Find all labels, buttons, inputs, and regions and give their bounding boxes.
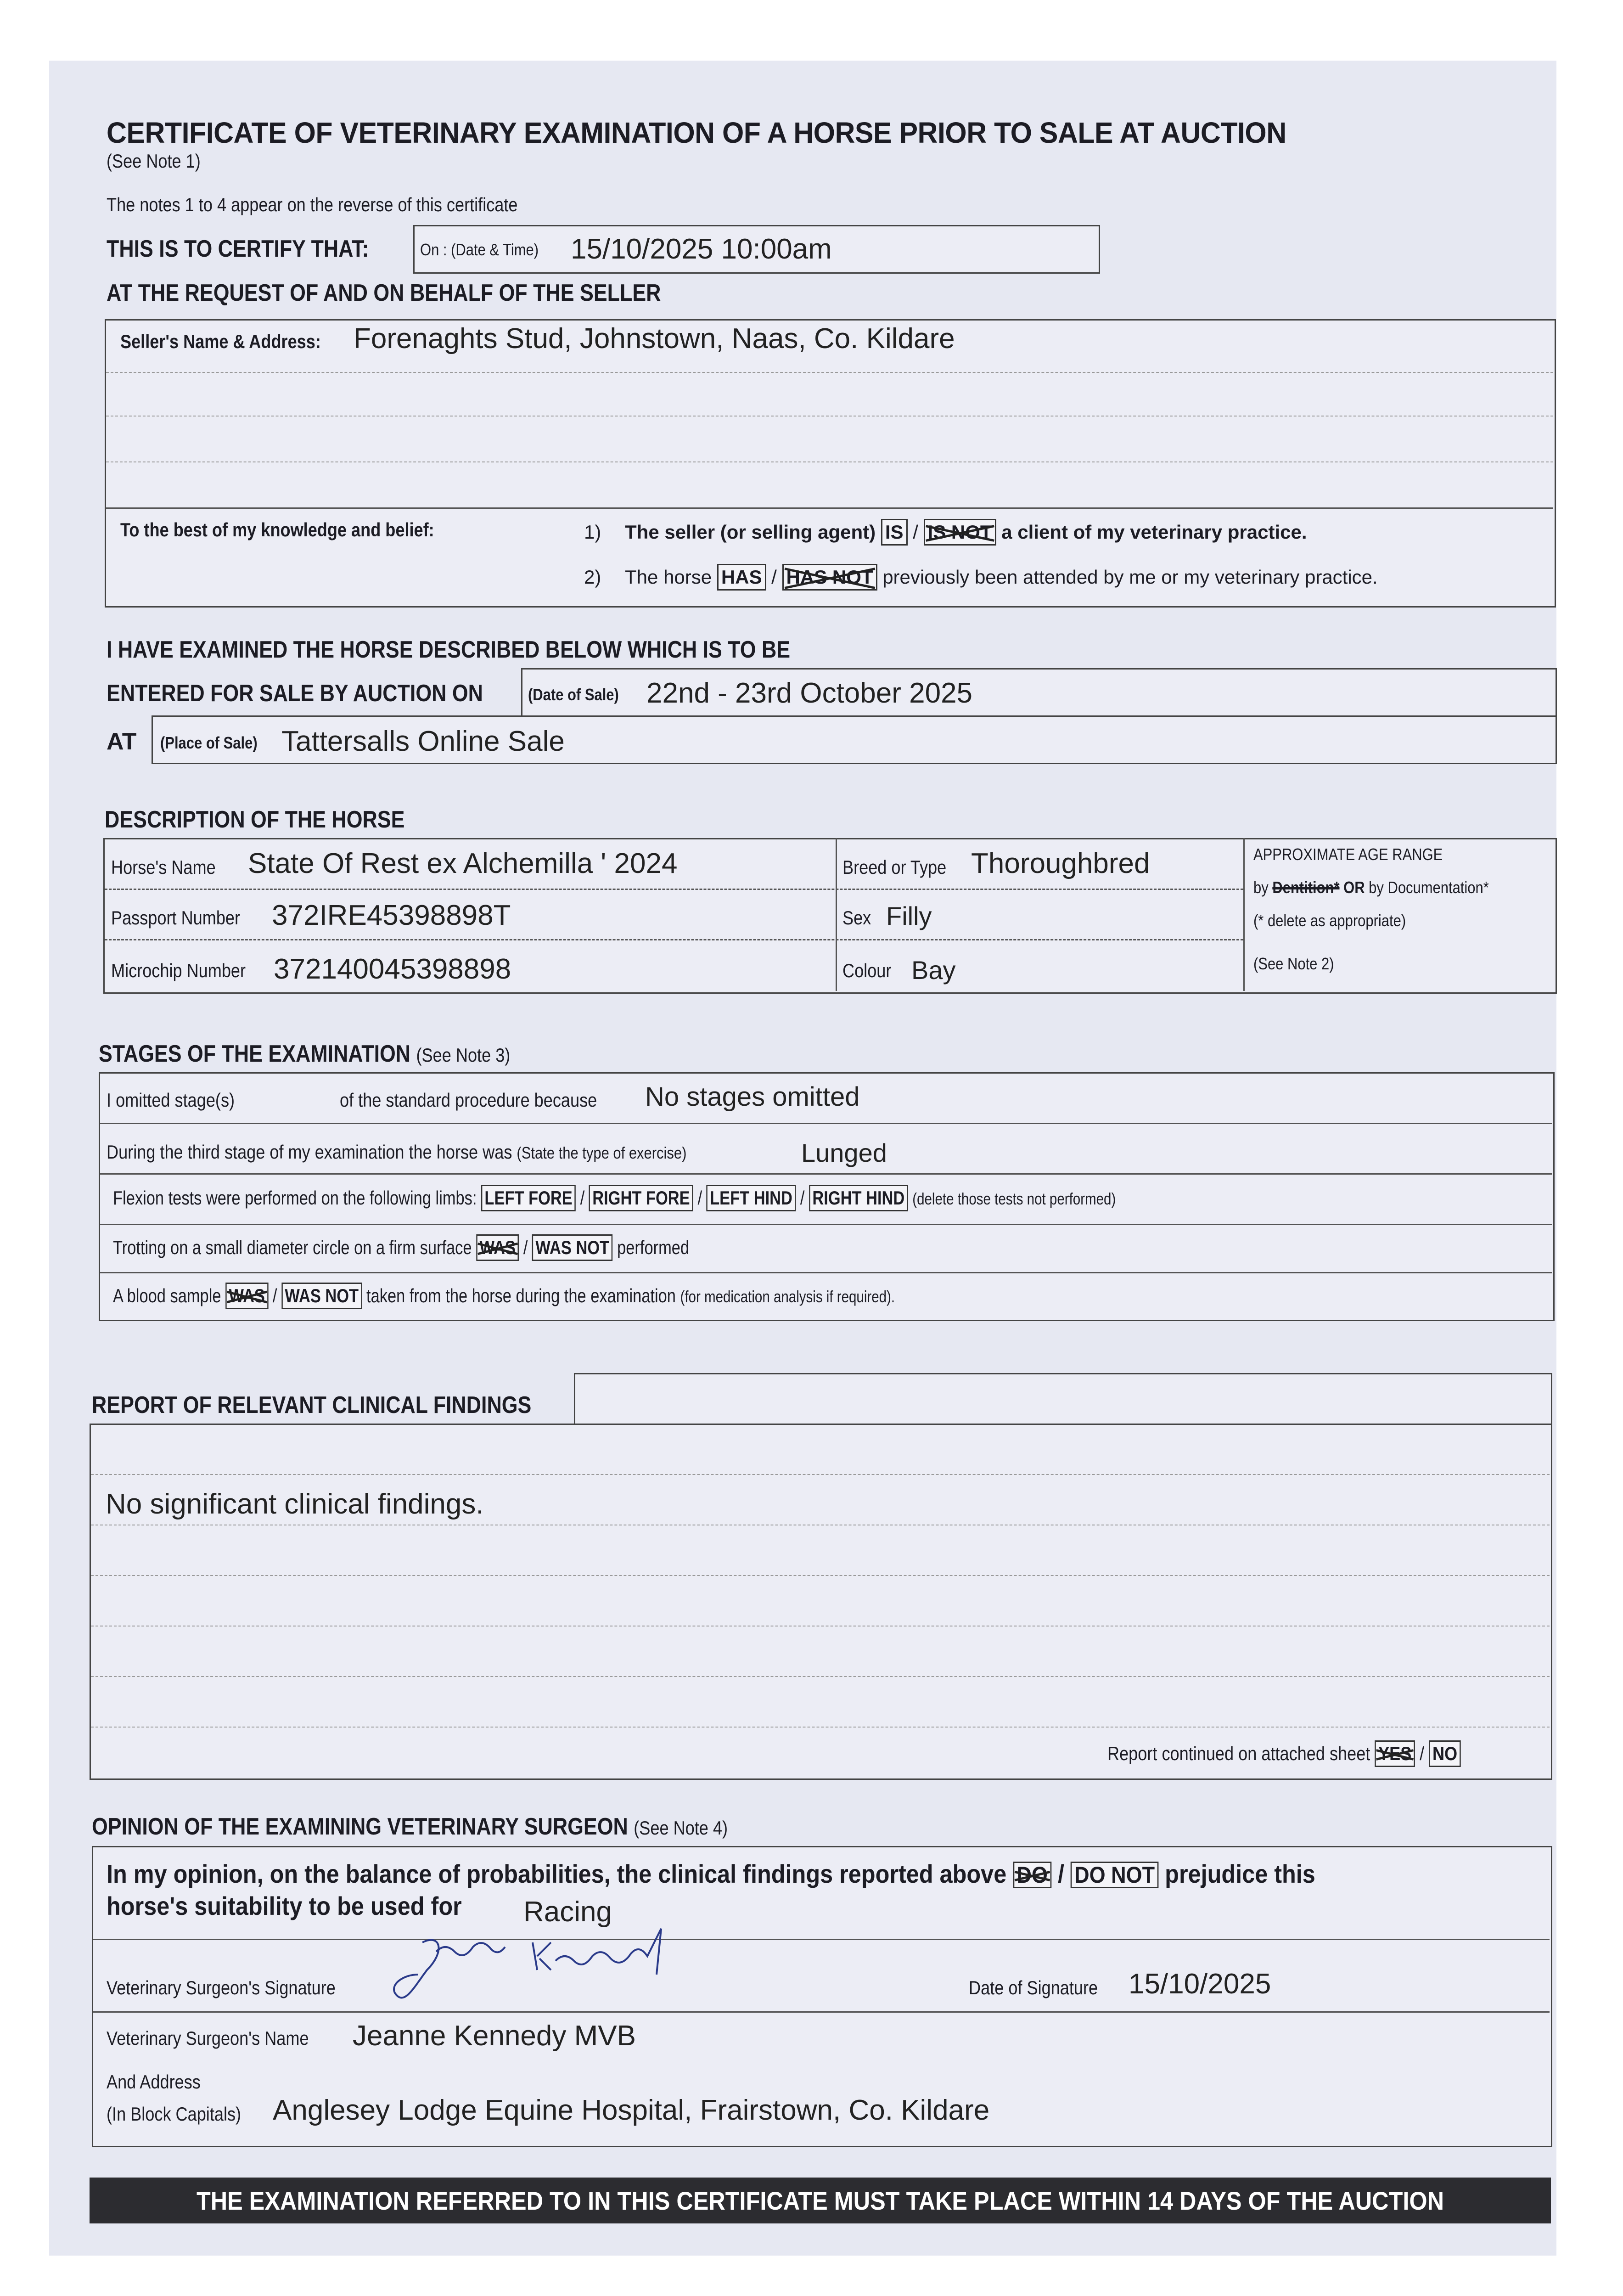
opinion-note: (See Note 4) bbox=[634, 1817, 728, 1839]
blood-tail: taken from the horse during the examination bbox=[366, 1285, 676, 1306]
date-time-field[interactable] bbox=[413, 225, 1100, 274]
age-see-note: (See Note 2) bbox=[1253, 954, 1334, 973]
microchip-value[interactable]: 372140045398898 bbox=[274, 953, 511, 985]
desc-row-divider-2 bbox=[105, 939, 1243, 940]
certify-label: THIS IS TO CERTIFY THAT: bbox=[107, 236, 369, 262]
has-not-option[interactable]: HAS NOT bbox=[782, 564, 877, 591]
flexion-row bbox=[113, 1185, 1336, 1211]
sex-value[interactable]: Filly bbox=[886, 901, 932, 930]
has-option[interactable]: HAS bbox=[717, 564, 766, 591]
surgeon-name-label: Veterinary Surgeon's Name bbox=[107, 2027, 309, 2049]
seller-line-3 bbox=[106, 461, 1553, 462]
slash: / bbox=[913, 521, 918, 543]
report-line-3 bbox=[91, 1575, 1550, 1576]
opinion-divider-2 bbox=[93, 2011, 1550, 2013]
signature-image bbox=[386, 1924, 680, 2016]
slash: / bbox=[697, 1187, 702, 1209]
trotting-tail: performed bbox=[617, 1237, 690, 1258]
right-fore-option[interactable]: RIGHT FORE bbox=[589, 1185, 693, 1211]
examined-line: I HAVE EXAMINED THE HORSE DESCRIBED BELOW WHICH IS TO BE bbox=[107, 636, 791, 663]
footer-banner: THE EXAMINATION REFERRED TO IN THIS CERTIFICATE MUST TAKE PLACE WITHIN 14 DAYS OF THE AUCTION bbox=[90, 2178, 1551, 2223]
address-label-2: (In Block Capitals) bbox=[107, 2103, 241, 2125]
continued-yes-option[interactable]: YES bbox=[1375, 1740, 1415, 1767]
notes-line: The notes 1 to 4 appear on the reverse of this certificate bbox=[107, 194, 518, 215]
request-line: AT THE REQUEST OF AND ON BEHALF OF THE SELLER bbox=[107, 280, 661, 306]
trotting-row bbox=[113, 1234, 816, 1261]
age-or: OR bbox=[1343, 878, 1365, 897]
microchip-label: Microchip Number bbox=[111, 960, 246, 981]
continued-row bbox=[1107, 1740, 1518, 1767]
colour-value[interactable]: Bay bbox=[911, 956, 956, 985]
slash: / bbox=[272, 1285, 277, 1306]
item-2-tail: previously been attended by me or my veterinary practice. bbox=[882, 566, 1378, 588]
continued-no-option[interactable]: NO bbox=[1429, 1740, 1461, 1767]
blood-was-not-option[interactable]: WAS NOT bbox=[281, 1283, 362, 1309]
breed-label: Breed or Type bbox=[842, 856, 947, 878]
breed-value[interactable]: Thoroughbred bbox=[971, 848, 1150, 879]
place-of-sale-field[interactable] bbox=[152, 715, 1557, 764]
stages-row-2 bbox=[100, 1173, 1552, 1175]
opinion-heading: OPINION OF THE EXAMINING VETERINARY SURGEON (See Note 4) bbox=[92, 1813, 728, 1840]
opinion-text-3: horse's suitability to be used for bbox=[107, 1891, 462, 1920]
knowledge-label: To the best of my knowledge and belief: bbox=[120, 519, 434, 540]
item-1-number: 1) bbox=[584, 521, 601, 543]
flexion-label: Flexion tests were performed on the following limbs: bbox=[113, 1187, 477, 1209]
passport-value[interactable]: 372IRE45398898T bbox=[272, 900, 511, 931]
address-value[interactable]: Anglesey Lodge Equine Hospital, Frairstown, Co. Kildare bbox=[273, 2094, 990, 2126]
place-of-sale-value: Tattersalls Online Sale bbox=[281, 726, 565, 757]
age-dentition[interactable]: Dentition* bbox=[1272, 878, 1340, 897]
omitted-value[interactable]: No stages omitted bbox=[645, 1082, 860, 1112]
place-of-sale-label: (Place of Sale) bbox=[160, 733, 258, 752]
blood-row bbox=[113, 1283, 1067, 1309]
item-1-tail: a client of my veterinary practice. bbox=[1001, 521, 1307, 543]
certificate-title: CERTIFICATE OF VETERINARY EXAMINATION OF A HORSE PRIOR TO SALE AT AUCTION bbox=[107, 116, 1286, 149]
item-2-number: 2) bbox=[584, 566, 601, 588]
blood-note: (for medication analysis if required). bbox=[680, 1287, 895, 1306]
opinion-line-2 bbox=[107, 1891, 501, 1921]
entered-line: ENTERED FOR SALE BY AUCTION ON bbox=[107, 680, 483, 707]
stages-row-4 bbox=[100, 1272, 1552, 1273]
knowledge-item-1 bbox=[584, 519, 1307, 546]
age-documentation[interactable]: by Documentation* bbox=[1369, 878, 1489, 897]
on-date-time-label: On : (Date & Time) bbox=[420, 240, 539, 259]
seller-line-1 bbox=[106, 372, 1553, 373]
description-heading: DESCRIPTION OF THE HORSE bbox=[105, 806, 405, 833]
date-time-value: 15/10/2025 10:00am bbox=[571, 233, 832, 265]
flexion-note: (delete those tests not performed) bbox=[912, 1189, 1116, 1208]
opinion-line-1 bbox=[107, 1859, 1449, 1889]
right-hind-option[interactable]: RIGHT HIND bbox=[809, 1185, 908, 1211]
desc-row-divider-1 bbox=[105, 889, 1243, 890]
third-stage-label: During the third stage of my examination the horse was (State the type of exercise) bbox=[107, 1141, 687, 1163]
desc-col-divider-2 bbox=[1243, 838, 1245, 991]
third-stage-note: (State the type of exercise) bbox=[517, 1143, 687, 1162]
at-label: AT bbox=[107, 728, 137, 755]
do-option[interactable]: DO bbox=[1013, 1862, 1051, 1888]
left-hind-option[interactable]: LEFT HIND bbox=[707, 1185, 796, 1211]
is-not-option[interactable]: IS NOT bbox=[924, 519, 996, 546]
date-of-sale-label: (Date of Sale) bbox=[528, 685, 619, 704]
item-1-text: The seller (or selling agent) bbox=[625, 521, 876, 543]
desc-col-divider-1 bbox=[836, 838, 837, 991]
date-of-signature-label: Date of Signature bbox=[969, 1977, 1098, 1998]
left-fore-option[interactable]: LEFT FORE bbox=[481, 1185, 576, 1211]
slash: / bbox=[771, 566, 777, 588]
stages-row-1 bbox=[100, 1123, 1552, 1124]
trot-was-option[interactable]: WAS bbox=[476, 1234, 519, 1261]
do-not-option[interactable]: DO NOT bbox=[1071, 1862, 1158, 1888]
trot-was-not-option[interactable]: WAS NOT bbox=[532, 1234, 612, 1261]
stages-row-3 bbox=[100, 1224, 1552, 1225]
date-of-sale-field[interactable] bbox=[521, 668, 1557, 717]
blood-label: A blood sample bbox=[113, 1285, 221, 1306]
report-line-1 bbox=[91, 1474, 1550, 1475]
seller-label: Seller's Name & Address: bbox=[120, 331, 321, 352]
age-heading: APPROXIMATE AGE RANGE bbox=[1253, 845, 1443, 864]
date-of-signature-value[interactable]: 15/10/2025 bbox=[1129, 1968, 1271, 2000]
blood-was-option[interactable]: WAS bbox=[225, 1283, 268, 1309]
age-by: by bbox=[1253, 878, 1269, 897]
is-option[interactable]: IS bbox=[881, 519, 908, 546]
third-stage-value[interactable]: Lunged bbox=[801, 1138, 887, 1167]
date-of-sale-value: 22nd - 23rd October 2025 bbox=[646, 677, 973, 709]
opinion-divider-1 bbox=[93, 1939, 1550, 1940]
slash: / bbox=[523, 1237, 528, 1258]
slash: / bbox=[1420, 1743, 1425, 1764]
colour-label: Colour bbox=[842, 960, 892, 981]
clinical-finding: No significant clinical findings. bbox=[106, 1488, 484, 1520]
age-delete-note: (* delete as appropriate) bbox=[1253, 911, 1406, 930]
see-note-1: (See Note 1) bbox=[107, 150, 201, 172]
passport-label: Passport Number bbox=[111, 907, 241, 929]
opinion-text-2: prejudice this bbox=[1165, 1859, 1315, 1888]
report-heading-box bbox=[574, 1373, 1552, 1426]
horse-name-label: Horse's Name bbox=[111, 856, 216, 878]
omitted-label: I omitted stage(s) bbox=[107, 1089, 235, 1111]
item-2-text: The horse bbox=[625, 566, 712, 588]
signature-label: Veterinary Surgeon's Signature bbox=[107, 1977, 336, 1998]
continued-label: Report continued on attached sheet bbox=[1107, 1743, 1370, 1764]
trotting-label: Trotting on a small diameter circle on a firm surface bbox=[113, 1237, 472, 1258]
report-line-6 bbox=[91, 1727, 1550, 1728]
report-line-5 bbox=[91, 1676, 1550, 1677]
opinion-text-1: In my opinion, on the balance of probabilities, the clinical findings reported above bbox=[107, 1859, 1007, 1888]
sex-label: Sex bbox=[842, 907, 871, 929]
slash: / bbox=[580, 1187, 585, 1209]
slash: / bbox=[800, 1187, 805, 1209]
report-heading: REPORT OF RELEVANT CLINICAL FINDINGS bbox=[92, 1392, 532, 1418]
age-by-line bbox=[1253, 878, 1527, 897]
use-value[interactable]: Racing bbox=[523, 1896, 612, 1928]
slash: / bbox=[1057, 1859, 1064, 1888]
stages-note: (See Note 3) bbox=[416, 1044, 511, 1066]
omitted-mid: of the standard procedure because bbox=[340, 1089, 597, 1111]
seller-divider bbox=[106, 507, 1553, 509]
stages-heading: STAGES OF THE EXAMINATION (See Note 3) bbox=[99, 1041, 511, 1067]
address-label-1: And Address bbox=[107, 2071, 201, 2093]
surgeon-name-value[interactable]: Jeanne Kennedy MVB bbox=[353, 2020, 636, 2052]
knowledge-item-2 bbox=[584, 564, 1378, 591]
horse-name-value[interactable]: State Of Rest ex Alchemilla ' 2024 bbox=[248, 848, 678, 879]
seller-value[interactable]: Forenaghts Stud, Johnstown, Naas, Co. Kildare bbox=[354, 323, 955, 355]
